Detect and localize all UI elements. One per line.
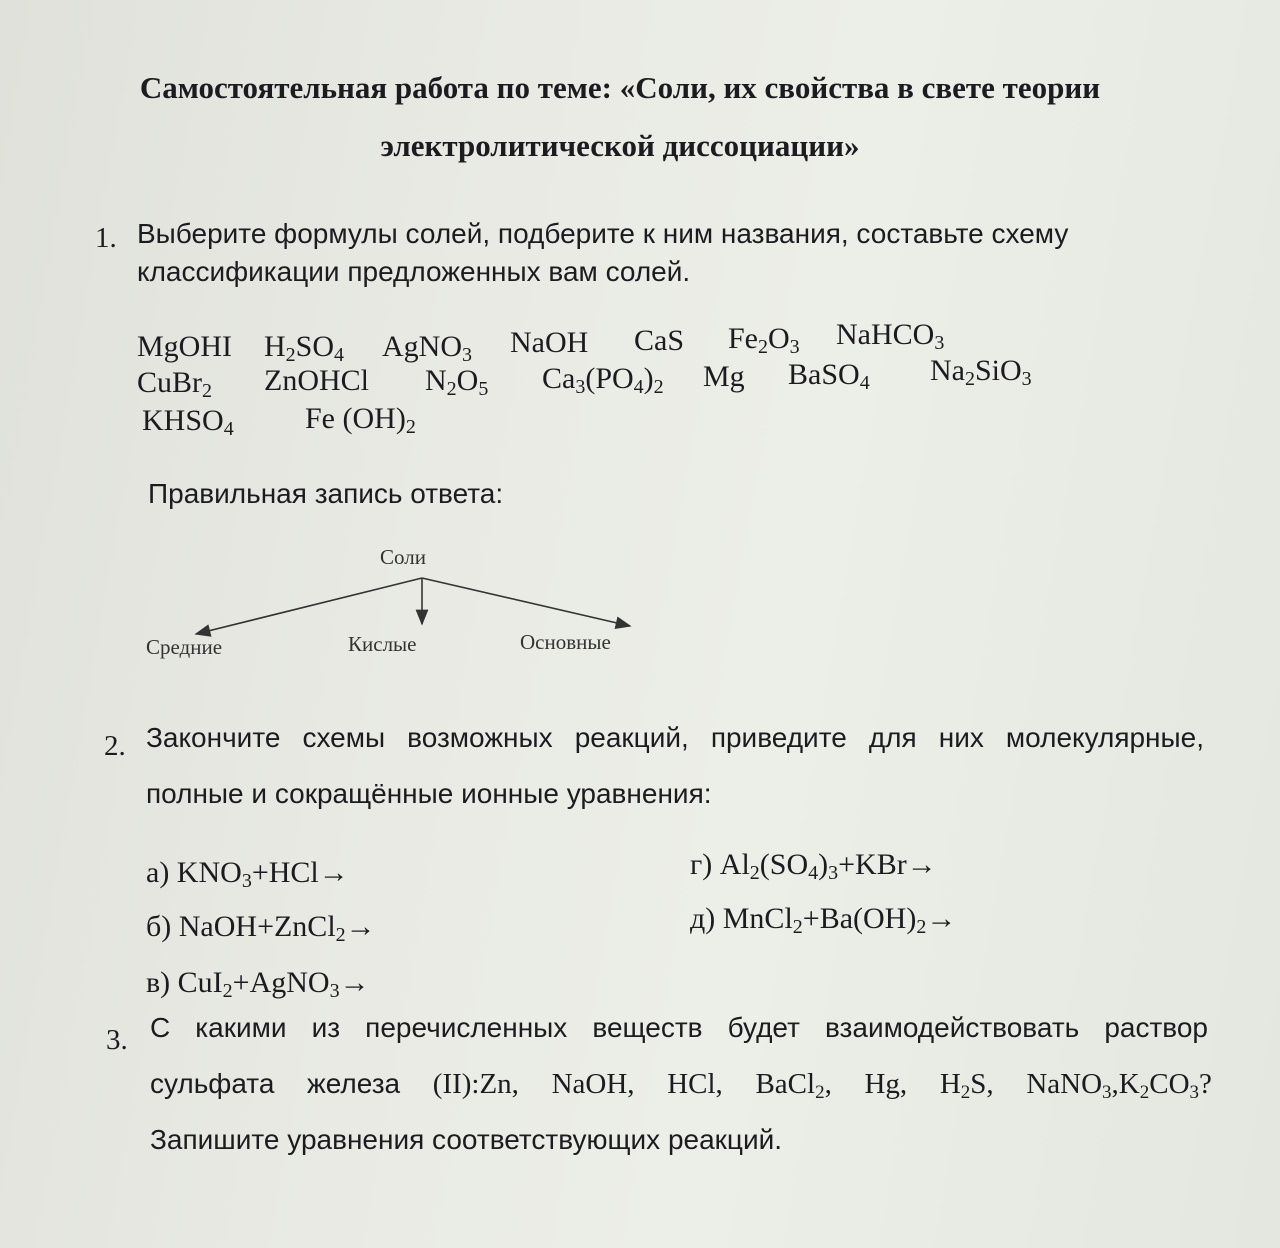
reaction-g: г) $Al_2(SO_4)_3+KBr\to$ [690, 848, 937, 884]
formula-mg: Mg [703, 360, 745, 393]
formula-cas: CaS [634, 324, 685, 357]
task2-number: 2. [104, 730, 126, 762]
task3-number: 3. [106, 1024, 128, 1056]
diagram-root-soli: Соли [380, 545, 426, 569]
task1-text-line1: Выберите формулы солей, подберите к ним названия, составьте схему [137, 218, 1069, 249]
arrow-to-osnovnye [422, 578, 630, 626]
task3-text-line2: сульфата железа (II):Zn, NaOH, HCl, BaCl$_2$, Hg, $H_2S$, $NaNO_3,K_2CO_3$? [150, 1068, 1212, 1103]
arrow-to-srednie [196, 578, 422, 634]
task2-text-line2: полные и сокращённые ионные уравнения: [146, 778, 712, 809]
worksheet-title-line2: электролитической диссоциации» [380, 128, 860, 163]
task3-text-line3: Запишите уравнения соответствующих реакций. [150, 1124, 783, 1155]
formula-n2o5: $N_2O_5$ [425, 364, 489, 400]
answer-label: Правильная запись ответа: [148, 478, 504, 509]
diagram-kislye: Кислые [348, 632, 417, 656]
formula-h2so4: $H_2SO_4$ [264, 330, 345, 366]
diagram-srednie: Средние [146, 635, 223, 659]
task2-text-line1: Закончите схемы возможных реакций, приведите для них молекулярные, [146, 722, 1204, 753]
formula-baso4: BaSO$_4$ [788, 358, 870, 394]
task1-number: 1. [95, 222, 117, 254]
worksheet-title-line1: Самостоятельная работа по теме: «Соли, их свойства в свете теории [139, 70, 1101, 105]
formula-naoh: NaOH [510, 326, 589, 359]
task1-text-line2: классификации предложенных вам солей. [137, 256, 691, 287]
formula-feoh2: Fe $(OH)_2$ [305, 402, 416, 438]
formula-khso4: $KHSO_4$ [142, 404, 234, 440]
formula-agno3: AgNO$_3$ [382, 330, 472, 366]
formula-mgohi: MgOHI [137, 330, 232, 363]
reaction-b: б) NaOH+ZnCl$_2$→ [146, 910, 376, 946]
formula-fe2o3: $Fe_2O_3$ [728, 322, 800, 358]
task3-text-line1: С какими из перечисленных веществ будет взаимодействовать раствор [150, 1012, 1208, 1043]
formula-na2sio3: $Na_2SiO_3$ [930, 354, 1032, 390]
reaction-v: в) CuI$_2$+AgNO$_3$→ [146, 966, 370, 1002]
reaction-d: д) $MnCl_2+Ba(OH)_2\to$ [690, 902, 957, 938]
formula-ca3po42: $Ca_3(PO_4)_2$ [542, 362, 664, 398]
formula-cubr2: CuBr$_2$ [137, 366, 213, 402]
reaction-a: а) $KNO_3+HCl\to$ [146, 856, 349, 892]
diagram-osnovnye: Основные [520, 630, 611, 654]
formula-znohcl: ZnOHCl [264, 364, 369, 397]
formula-nahco3: NaHCO$_3$ [836, 318, 945, 354]
